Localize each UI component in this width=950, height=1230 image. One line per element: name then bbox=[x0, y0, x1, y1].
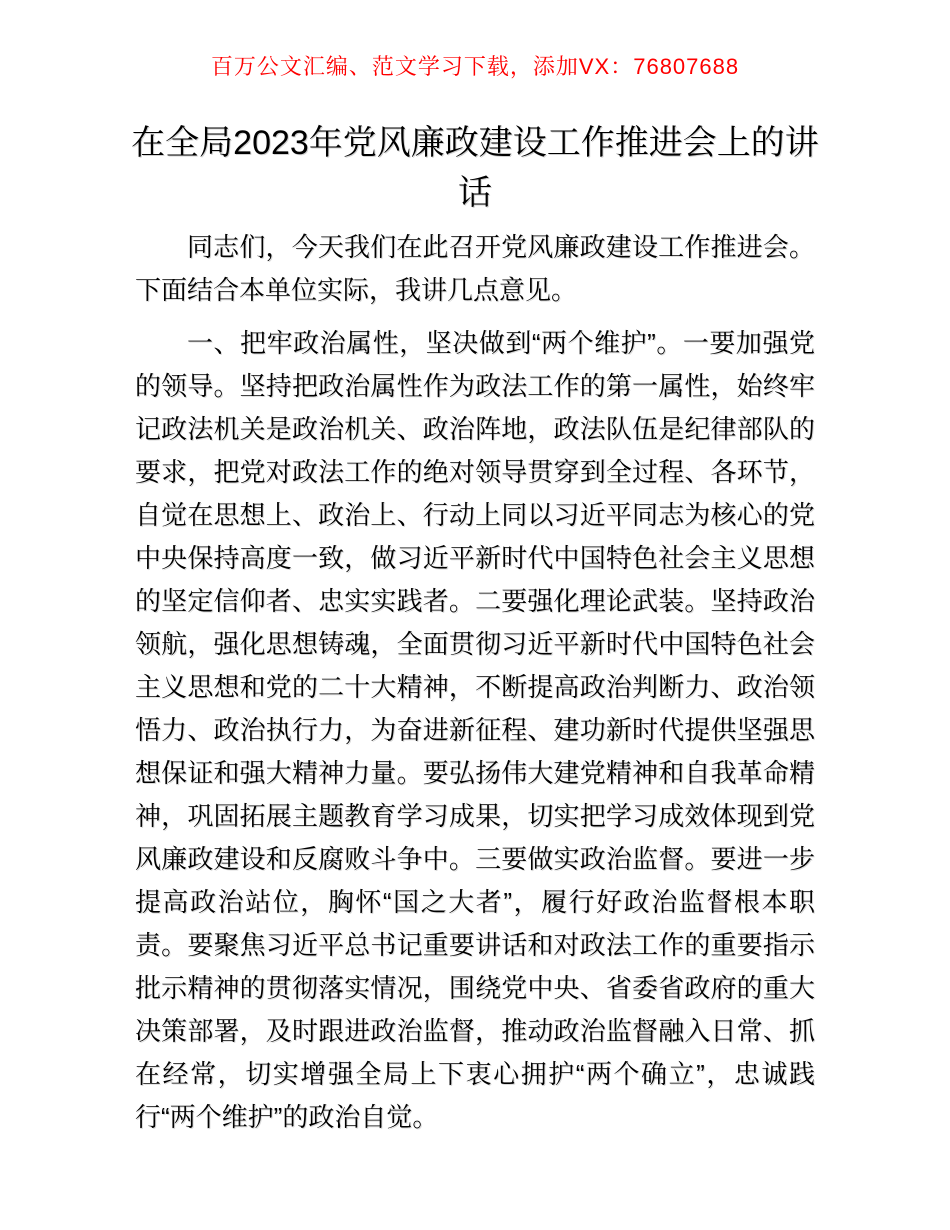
paragraph-section-one: 一、把牢政治属性，坚决做到“两个维护”。一要加强党的领导。坚持把政治属性作为政法工作的第一属性，始终牢记政法机关是政治机关、政治阵地，政法队伍是纪律部队的要求，把党对政法工作的绝对领导贯穿到全过程、各环节，自觉在思想上、政治上、行动上同以习近平同志为核心的党中央保持高度一致，做习近平新时代中国特色社会主义思想的坚定信仰者、忠实实践者。二要强化理论武装。坚持政治领航，强化思想铸魂，全面贯彻习近平新时代中国特色社会主义思想和党的二十大精神，不断提高政治判断力、政治领悟力、政治执行力，为奋进新征程、建功新时代提供坚强思想保证和强大精神力量。要弘扬伟大建党精神和自我革命精神，巩固拓展主题教育学习成果，切实把学习成效体现到党风廉政建设和反腐败斗争中。三要做实政治监督。要进一步提高政治站位，胸怀“国之大者”，履行好政治监督根本职责。要聚焦习近平总书记重要讲话和对政法工作的重要指示批示精神的贯彻落实情况，围绕党中央、省委省政府的重大决策部署，及时跟进政治监督，推动政治监督融入日常、抓在经常，切实增强全局上下衷心拥护“两个确立”，忠诚践行“两个维护”的政治自觉。 bbox=[135, 328, 815, 1132]
promo-banner bbox=[0, 0, 950, 82]
promo-banner-text: 百万公文汇编、范文学习下载，添加VX：76807688 bbox=[210, 54, 740, 79]
paragraph-intro: 同志们，今天我们在此召开党风廉政建设工作推进会。下面结合本单位实际，我讲几点意见。 bbox=[135, 232, 815, 305]
page-title: 在全局2023年党风廉政建设工作推进会上的讲话 bbox=[131, 124, 819, 212]
document-body bbox=[135, 226, 815, 1139]
